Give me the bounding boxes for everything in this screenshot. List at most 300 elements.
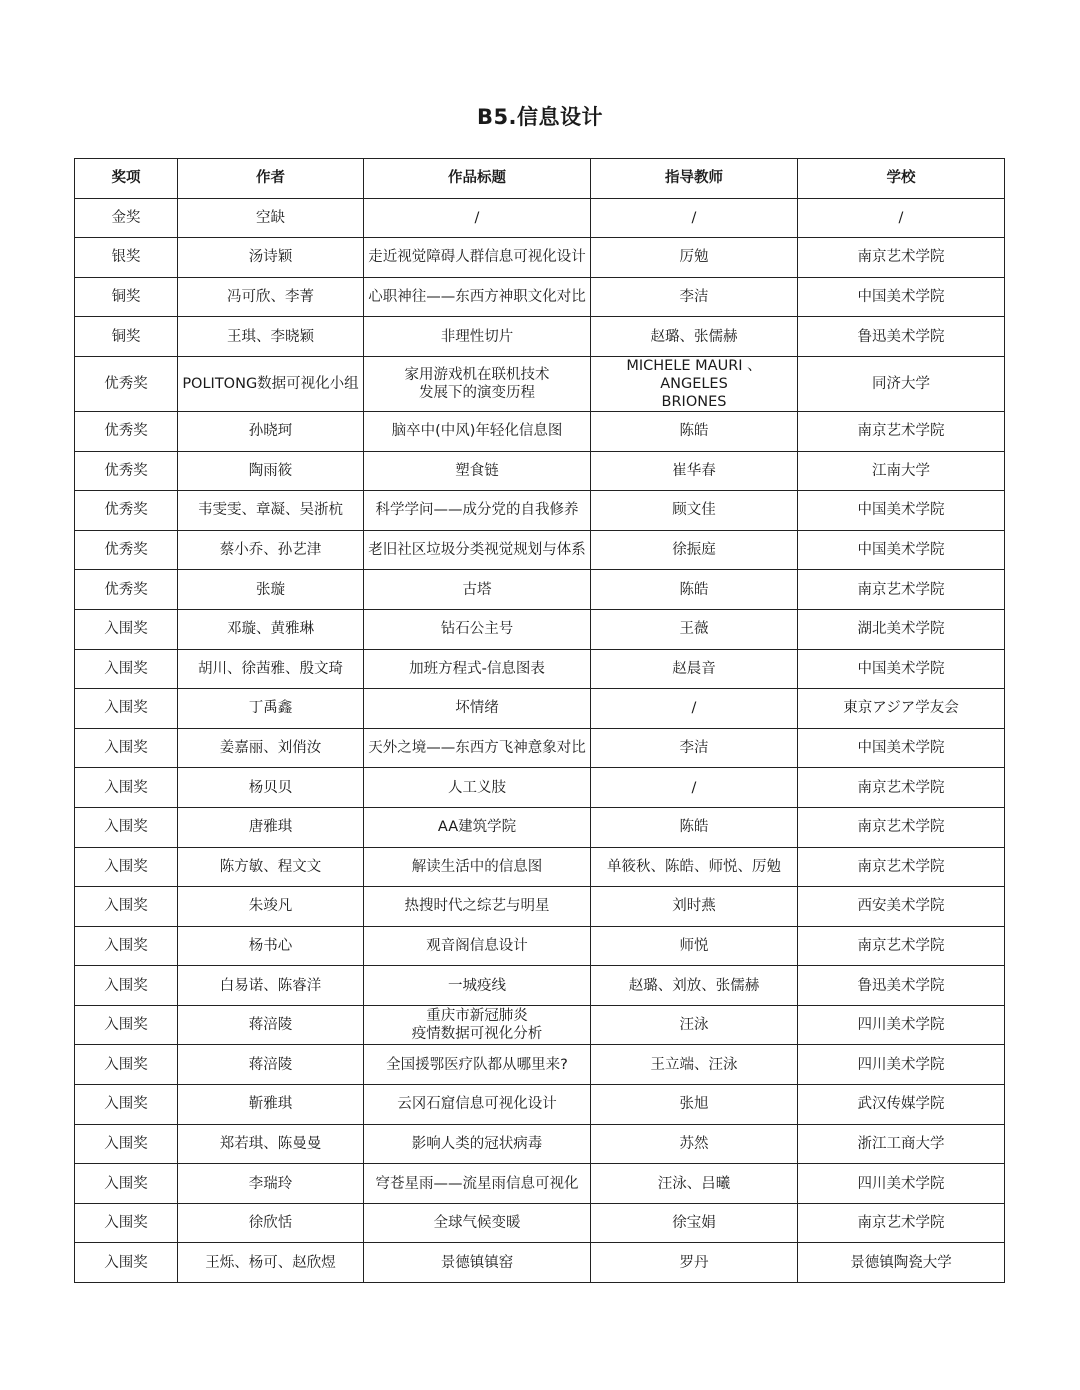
school-cell [798, 356, 1005, 411]
author-cell [178, 451, 364, 491]
advisor-cell-text: 赵晨音 [672, 660, 716, 677]
work-title-cell [364, 966, 591, 1006]
table-row [75, 926, 1005, 966]
advisor-cell [591, 451, 798, 491]
work-title-cell [364, 1203, 591, 1243]
author-cell [178, 1005, 364, 1045]
school-cell [798, 926, 1005, 966]
author-cell [178, 570, 364, 610]
advisor-cell-text: 陈皓 [679, 581, 709, 598]
award-cell [75, 609, 178, 649]
author-cell-text: 靳雅琪 [248, 1096, 293, 1113]
author-cell-text: 朱竣凡 [248, 898, 293, 915]
advisor-cell-text: 汪泳 [679, 1017, 709, 1034]
author-cell [178, 1203, 364, 1243]
advisor-cell [591, 491, 798, 531]
award-cell [75, 966, 178, 1006]
work-title-cell-text: 一城疫线 [448, 977, 506, 994]
award-cell-text: 入围奖 [104, 700, 148, 717]
work-title-cell-text: 人工义肢 [448, 779, 506, 796]
award-cell-text: 入围奖 [104, 858, 148, 875]
school-cell-text: 南京艺术学院 [857, 249, 945, 266]
author-cell-text: 孙晓珂 [248, 423, 293, 440]
school-cell [798, 491, 1005, 531]
award-cell [75, 1203, 178, 1243]
work-title-cell [364, 356, 591, 411]
award-cell [75, 451, 178, 491]
award-cell-text: 入围奖 [104, 1096, 148, 1113]
award-cell [75, 689, 178, 729]
author-cell-text: 唐雅琪 [248, 819, 293, 836]
school-cell [798, 887, 1005, 927]
school-cell [798, 198, 1005, 238]
advisor-cell-text: 赵璐、张儒赫 [650, 328, 738, 345]
school-cell [798, 689, 1005, 729]
advisor-cell-text: 徐振庭 [672, 542, 716, 559]
table-row [75, 887, 1005, 927]
author-cell [178, 807, 364, 847]
work-title-cell [364, 451, 591, 491]
author-cell-text: 白易诺、陈睿洋 [219, 977, 322, 994]
award-cell-text: 入围奖 [104, 779, 148, 796]
advisor-cell-text: / [691, 700, 697, 717]
author-cell [178, 649, 364, 689]
author-cell-text: 姜嘉丽、刘俏汝 [219, 740, 322, 757]
award-cell-text: 金奖 [111, 209, 141, 226]
award-cell-text: 优秀奖 [104, 542, 148, 559]
award-cell-text: 入围奖 [104, 660, 148, 677]
author-cell-text: 邓璇、黄雅琳 [227, 621, 314, 638]
advisor-cell-text: / [691, 779, 697, 796]
school-cell-text: 四川美术学院 [857, 1175, 945, 1192]
school-cell-text: / [898, 209, 904, 226]
award-cell [75, 926, 178, 966]
advisor-cell [591, 689, 798, 729]
table-row [75, 768, 1005, 808]
award-cell-text: 优秀奖 [104, 462, 148, 479]
advisor-cell [591, 1124, 798, 1164]
table-row [75, 847, 1005, 887]
author-cell-text: 蒋涪陵 [248, 1056, 293, 1073]
award-cell-text: 入围奖 [104, 1135, 148, 1152]
advisor-cell-text: 王薇 [679, 621, 709, 638]
author-cell [178, 926, 364, 966]
table-row [75, 728, 1005, 768]
award-cell [75, 807, 178, 847]
work-title-cell-text: 全球气候变暖 [433, 1215, 521, 1232]
advisor-cell-text: 顾文佳 [672, 502, 716, 519]
author-cell [178, 1045, 364, 1085]
advisor-cell-text: 汪泳、吕曦 [657, 1175, 731, 1192]
award-cell-text: 铜奖 [111, 289, 141, 306]
advisor-cell [591, 317, 798, 357]
work-title-cell [364, 277, 591, 317]
work-title-cell-text: / [474, 209, 480, 226]
advisor-cell [591, 570, 798, 610]
school-cell-text: 鲁迅美术学院 [857, 977, 945, 994]
school-cell [798, 277, 1005, 317]
author-cell-text: 杨书心 [248, 937, 293, 954]
award-cell-text: 入围奖 [104, 740, 148, 757]
school-cell-text: 景德镇陶瓷大学 [850, 1254, 952, 1271]
advisor-cell-text: 罗丹 [679, 1254, 709, 1271]
header-advisor: 指导教师 [591, 159, 798, 199]
school-cell [798, 649, 1005, 689]
work-title-cell [364, 1045, 591, 1085]
work-title-cell-text: 云冈石窟信息可视化设计 [397, 1096, 557, 1113]
school-cell-text: 中国美术学院 [857, 740, 945, 757]
award-cell-text: 优秀奖 [104, 423, 148, 440]
work-title-cell-text: 观音阁信息设计 [426, 937, 528, 954]
award-cell-text: 优秀奖 [104, 375, 148, 392]
award-cell [75, 238, 178, 278]
work-title-cell-text: 全国援鄂医疗队都从哪里来? [386, 1056, 568, 1073]
author-cell [178, 1164, 364, 1204]
table-row [75, 491, 1005, 531]
author-cell-text: 丁禹鑫 [248, 700, 293, 717]
advisor-cell [591, 238, 798, 278]
author-cell [178, 887, 364, 927]
award-cell-text: 铜奖 [111, 328, 141, 345]
award-cell [75, 1045, 178, 1085]
advisor-cell [591, 926, 798, 966]
advisor-cell-text: 厉勉 [679, 249, 709, 266]
school-cell-text: 中国美术学院 [857, 289, 945, 306]
award-cell [75, 530, 178, 570]
work-title-cell-text: 景德镇镇窑 [440, 1254, 514, 1271]
award-cell [75, 1124, 178, 1164]
work-title-cell-text: 热搜时代之综艺与明星 [404, 898, 550, 915]
author-cell [178, 768, 364, 808]
advisor-cell [591, 887, 798, 927]
work-title-cell-text: 心职神往——东西方神职文化对比 [368, 289, 586, 306]
award-cell [75, 847, 178, 887]
school-cell [798, 1045, 1005, 1085]
work-title-cell-text: AA建筑学院 [437, 819, 517, 836]
table-row [75, 689, 1005, 729]
advisor-cell-text: 徐宝娟 [672, 1215, 716, 1232]
school-cell-text: 同济大学 [872, 375, 930, 392]
header-work-title: 作品标题 [364, 159, 591, 199]
award-cell-text: 入围奖 [104, 1017, 148, 1034]
school-cell-text: 江南大学 [872, 462, 930, 479]
work-title-cell [364, 847, 591, 887]
work-title-cell [364, 768, 591, 808]
advisor-cell-text: 王立端、汪泳 [650, 1056, 738, 1073]
advisor-cell [591, 649, 798, 689]
school-cell-text: 中国美术学院 [857, 660, 945, 677]
school-cell [798, 966, 1005, 1006]
award-cell-text: 入围奖 [104, 819, 148, 836]
advisor-cell-text: 李洁 [679, 740, 709, 757]
advisor-cell [591, 1164, 798, 1204]
table-row [75, 1203, 1005, 1243]
school-cell-text: 東京アジア学友会 [843, 700, 959, 717]
work-title-cell [364, 1164, 591, 1204]
table-row [75, 1243, 1005, 1283]
author-cell-text: 李瑞玲 [248, 1175, 293, 1192]
advisor-cell [591, 1203, 798, 1243]
school-cell [798, 1005, 1005, 1045]
table-row [75, 411, 1005, 451]
advisor-cell [591, 1085, 798, 1125]
school-cell-text: 南京艺术学院 [857, 858, 945, 875]
work-title-cell-text: 天外之境——东西方飞神意象对比 [368, 740, 586, 757]
award-cell [75, 1085, 178, 1125]
work-title-cell-text: 坏情绪 [455, 700, 499, 717]
author-cell [178, 317, 364, 357]
author-cell-text: 郑若琪、陈曼曼 [219, 1135, 322, 1152]
school-cell-text: 中国美术学院 [857, 542, 945, 559]
author-cell-text: 空缺 [256, 209, 285, 226]
school-cell [798, 728, 1005, 768]
work-title-cell-text: 走近视觉障碍人群信息可视化设计 [368, 249, 586, 266]
table-row [75, 317, 1005, 357]
work-title-cell [364, 728, 591, 768]
work-title-cell [364, 609, 591, 649]
school-cell-text: 四川美术学院 [857, 1056, 945, 1073]
table-row [75, 1124, 1005, 1164]
award-cell [75, 317, 178, 357]
advisor-cell-text: MICHELE MAURI 、ANGELES BRIONES [626, 357, 762, 410]
award-cell-text: 入围奖 [104, 1254, 148, 1271]
advisor-cell-text: 单筱秋、陈皓、师悦、厉勉 [607, 858, 781, 875]
author-cell [178, 411, 364, 451]
award-cell [75, 491, 178, 531]
school-cell-text: 南京艺术学院 [857, 423, 945, 440]
award-cell-text: 入围奖 [104, 1215, 148, 1232]
school-cell-text: 鲁迅美术学院 [857, 328, 945, 345]
school-cell [798, 1124, 1005, 1164]
header-author: 作者 [178, 159, 364, 199]
work-title-cell-text: 非理性切片 [440, 328, 514, 345]
work-title-cell-text: 穹苍星雨——流星雨信息可视化 [375, 1175, 579, 1192]
work-title-cell [364, 238, 591, 278]
header-award: 奖项 [75, 159, 178, 199]
work-title-cell-text: 加班方程式-信息图表 [409, 660, 545, 677]
table-header-row [75, 159, 1005, 199]
work-title-cell [364, 1243, 591, 1283]
school-cell [798, 451, 1005, 491]
table-row [75, 649, 1005, 689]
award-cell [75, 570, 178, 610]
work-title-cell [364, 198, 591, 238]
page-title: B5.信息设计 [476, 105, 604, 129]
award-cell [75, 1164, 178, 1204]
school-cell [798, 1085, 1005, 1125]
school-cell [798, 317, 1005, 357]
author-cell-text: 陈方敏、程文文 [219, 858, 322, 875]
work-title-cell [364, 530, 591, 570]
table-row [75, 356, 1005, 411]
work-title-cell-text: 老旧社区垃圾分类视觉规划与体系 [368, 542, 586, 559]
author-cell [178, 356, 364, 411]
award-cell [75, 1005, 178, 1045]
author-cell [178, 530, 364, 570]
award-cell-text: 优秀奖 [104, 502, 148, 519]
school-cell [798, 609, 1005, 649]
table-row [75, 1045, 1005, 1085]
work-title-cell [364, 1005, 591, 1045]
advisor-cell [591, 1045, 798, 1085]
advisor-cell [591, 530, 798, 570]
advisor-cell-text: 赵璐、刘放、张儒赫 [628, 977, 760, 994]
work-title-cell-text: 解读生活中的信息图 [411, 858, 543, 875]
advisor-cell [591, 198, 798, 238]
advisor-cell [591, 847, 798, 887]
award-cell [75, 277, 178, 317]
table-row [75, 966, 1005, 1006]
award-cell-text: 入围奖 [104, 621, 148, 638]
school-cell-text: 武汉传媒学院 [857, 1096, 945, 1113]
author-cell-text: 蒋涪陵 [248, 1017, 293, 1034]
table-row [75, 530, 1005, 570]
school-cell [798, 1164, 1005, 1204]
work-title-cell [364, 1085, 591, 1125]
advisor-cell [591, 609, 798, 649]
advisor-cell [591, 728, 798, 768]
author-cell-text: 杨贝贝 [248, 779, 293, 796]
award-cell [75, 887, 178, 927]
work-title-cell [364, 926, 591, 966]
work-title-cell [364, 887, 591, 927]
advisor-cell [591, 356, 798, 411]
author-cell-text: 张璇 [256, 581, 285, 598]
school-cell [798, 768, 1005, 808]
author-cell-text: 王烁、杨可、赵欣煜 [205, 1254, 336, 1271]
author-cell-text: 陶雨筱 [248, 462, 293, 479]
table-row [75, 807, 1005, 847]
advisor-cell [591, 807, 798, 847]
award-cell-text: 入围奖 [104, 1056, 148, 1073]
author-cell-text: 胡川、徐茜雅、殷文琦 [198, 660, 343, 677]
advisor-cell [591, 966, 798, 1006]
author-cell [178, 728, 364, 768]
author-cell [178, 277, 364, 317]
work-title-cell [364, 649, 591, 689]
author-cell [178, 1124, 364, 1164]
table-row [75, 277, 1005, 317]
header-school: 学校 [798, 159, 1005, 199]
award-cell [75, 728, 178, 768]
school-cell [798, 807, 1005, 847]
school-cell [798, 847, 1005, 887]
table-row [75, 570, 1005, 610]
award-cell [75, 649, 178, 689]
school-cell [798, 530, 1005, 570]
work-title-cell [364, 491, 591, 531]
advisor-cell-text: 陈皓 [679, 819, 709, 836]
work-title-cell [364, 807, 591, 847]
table-row [75, 1164, 1005, 1204]
school-cell-text: 四川美术学院 [857, 1017, 945, 1034]
author-cell [178, 198, 364, 238]
work-title-cell-text: 塑食链 [455, 462, 499, 479]
award-cell [75, 356, 178, 411]
work-title-cell [364, 689, 591, 729]
school-cell [798, 238, 1005, 278]
awards-table [74, 158, 1005, 1283]
award-cell-text: 入围奖 [104, 977, 148, 994]
school-cell-text: 西安美术学院 [857, 898, 945, 915]
advisor-cell [591, 1005, 798, 1045]
school-cell-text: 南京艺术学院 [857, 581, 945, 598]
school-cell [798, 1243, 1005, 1283]
school-cell-text: 南京艺术学院 [857, 937, 945, 954]
author-cell-text: POLITONG数据可视化小组 [182, 375, 359, 392]
work-title-cell-text: 钻石公主号 [440, 621, 514, 638]
school-cell [798, 411, 1005, 451]
author-cell [178, 491, 364, 531]
school-cell-text: 湖北美术学院 [857, 621, 945, 638]
advisor-cell-text: 崔华春 [672, 462, 716, 479]
work-title-cell-text: 科学学问——成分党的自我修养 [375, 502, 579, 519]
author-cell-text: 徐欣恬 [248, 1215, 293, 1232]
table-row [75, 451, 1005, 491]
award-cell-text: 银奖 [111, 249, 141, 266]
table-row [75, 609, 1005, 649]
author-cell [178, 238, 364, 278]
school-cell-text: 南京艺术学院 [857, 1215, 945, 1232]
award-cell-text: 入围奖 [104, 1175, 148, 1192]
advisor-cell-text: / [691, 209, 697, 226]
advisor-cell-text: 师悦 [679, 937, 709, 954]
table-body [75, 198, 1005, 1282]
work-title-cell [364, 1124, 591, 1164]
author-cell-text: 韦雯雯、章凝、吴浙杭 [198, 502, 343, 519]
author-cell [178, 966, 364, 1006]
work-title-cell [364, 317, 591, 357]
advisor-cell [591, 411, 798, 451]
advisor-cell-text: 陈皓 [679, 423, 709, 440]
author-cell [178, 689, 364, 729]
advisor-cell [591, 277, 798, 317]
school-cell-text: 浙江工商大学 [857, 1135, 945, 1152]
school-cell [798, 570, 1005, 610]
work-title-cell [364, 411, 591, 451]
author-cell [178, 1085, 364, 1125]
work-title-cell-text: 影响人类的冠状病毒 [411, 1135, 543, 1152]
work-title-cell-text: 家用游戏机在联机技术 发展下的演变历程 [404, 366, 550, 401]
table-row [75, 198, 1005, 238]
table-row [75, 238, 1005, 278]
award-cell-text: 入围奖 [104, 937, 148, 954]
school-cell-text: 南京艺术学院 [857, 779, 945, 796]
work-title-cell [364, 570, 591, 610]
author-cell-text: 王琪、李晓颖 [227, 328, 314, 345]
table-row [75, 1085, 1005, 1125]
author-cell-text: 蔡小乔、孙艺津 [219, 542, 322, 559]
author-cell [178, 1243, 364, 1283]
award-cell [75, 768, 178, 808]
work-title-cell-text: 重庆市新冠肺炎 疫情数据可视化分析 [411, 1008, 543, 1043]
advisor-cell [591, 1243, 798, 1283]
work-title-cell-text: 古塔 [462, 581, 492, 598]
advisor-cell-text: 苏然 [679, 1135, 709, 1152]
author-cell-text: 汤诗颖 [248, 249, 293, 266]
award-cell-text: 入围奖 [104, 898, 148, 915]
author-cell [178, 609, 364, 649]
school-cell [798, 1203, 1005, 1243]
award-cell [75, 411, 178, 451]
work-title-cell-text: 脑卒中(中风)年轻化信息图 [391, 423, 563, 440]
school-cell-text: 南京艺术学院 [857, 819, 945, 836]
advisor-cell-text: 刘时燕 [672, 898, 716, 915]
table-row [75, 1005, 1005, 1045]
advisor-cell [591, 768, 798, 808]
award-cell [75, 198, 178, 238]
advisor-cell-text: 李洁 [679, 289, 709, 306]
